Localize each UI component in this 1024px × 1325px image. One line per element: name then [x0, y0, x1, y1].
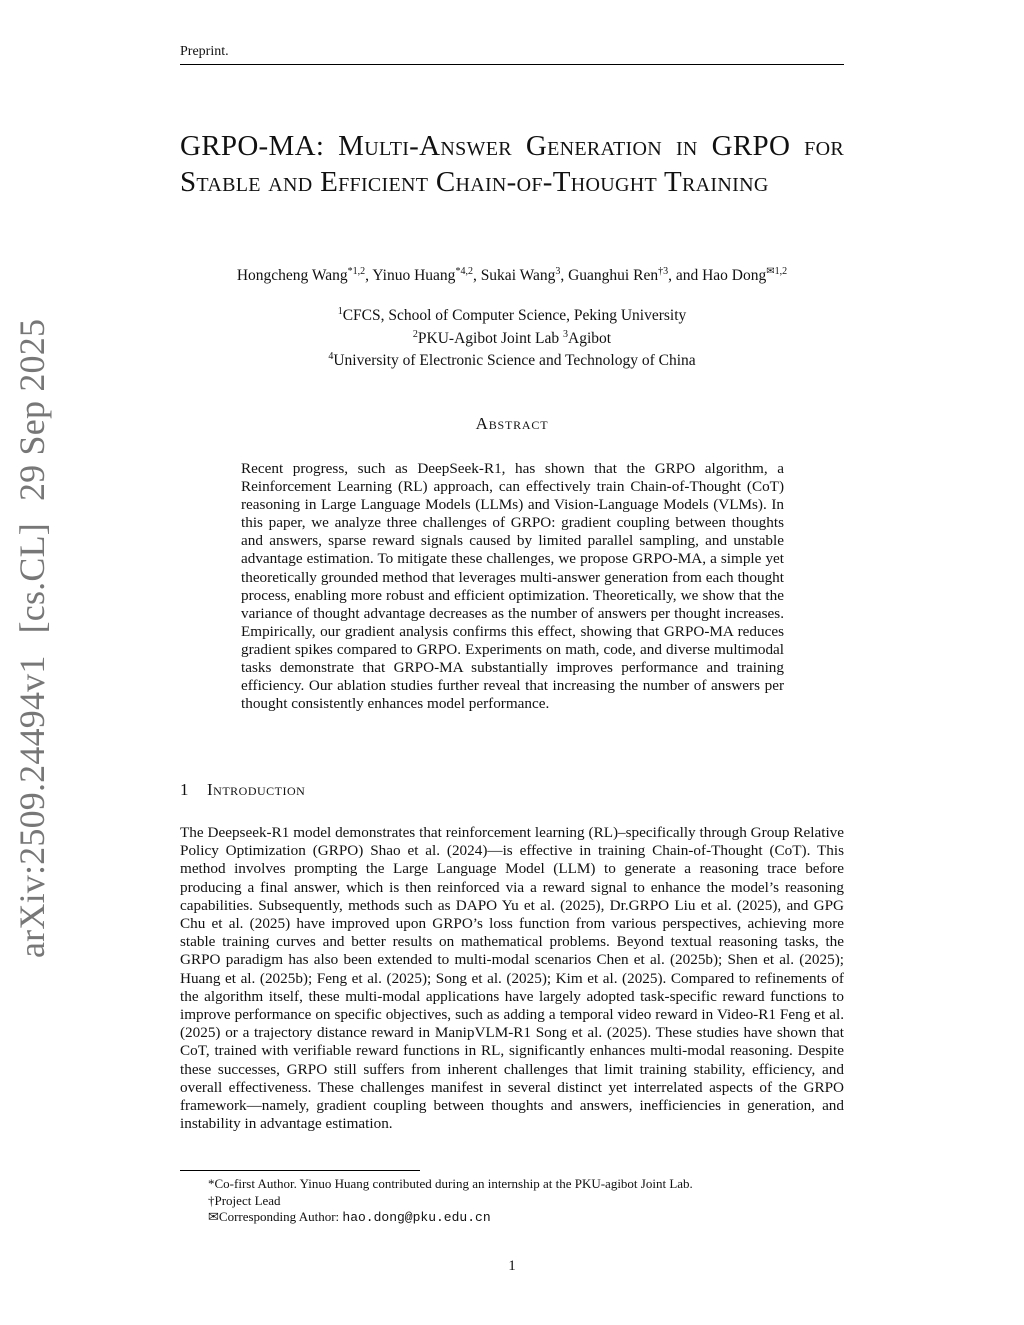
arxiv-category: [cs.CL] — [12, 523, 52, 634]
section-heading-introduction — [180, 780, 844, 800]
section-number: 1 — [180, 780, 189, 799]
paper-title: GRPO-MA: Multi-Answer Generation in GRPO for Stable and Efficient Chain-of-Thought Training — [180, 130, 844, 198]
affiliation-line: $^2$PKU-Agibot Joint Lab $^3$Agibot — [412, 328, 612, 347]
author: Hongcheng Wang$^{*1,2}$, — [236, 266, 373, 285]
affiliation-line: $^4$University of Electronic Science and Technology of China — [328, 351, 696, 370]
arxiv-id: arXiv:2509.24494v1 — [12, 655, 52, 958]
introduction-paragraph: The Deepseek-R1 model demonstrates that reinforcement learning (RL)–specifically through Group Relative Policy Optimization (GRPO) Shao et al. (2024)—is effective in training Chain-of-Thought (CoT). This method involves prompting the Large Language Model (LLM) to generate a reasoning trace before producing a final answer, which is then reinforced via a reward signal to enhance the model’s reasoning capabilities. Subsequently, methods such as DAPO Yu et al. (2025), Dr.GRPO Liu et al. (2025), and GPG Chu et al. (2025) have improved upon GRPO’s loss function from various perspectives, achieving more stable training curves and better results on mathematical problems. Beyond textual reasoning tasks, the GRPO paradigm has also been extended to multi-modal scenarios Chen et al. (2025b); Shen et al. (2025); Huang et al. (2025b); Feng et al. (2025); Song et al. (2025); Kim et al. (2025). Compared to refinements of the algorithm itself, these multi-modal applications have largely adopted task-specific reward functions to improve performance on specific objectives, such as adding a temporal video reward in Video-R1 Feng et al. (2025) or a trajectory distance reward in ManipVLM-R1 Song et al. (2025). These studies have shown that CoT, trained with verifiable reward functions in RL, significantly enhances multi-modal reasoning. Despite these successes, GRPO still suffers from inherent challenges that limit training stability, efficiency, and overall effectiveness. These challenges manifest in several distinct yet interrelated aspects of the GRPO framework—namely, gradient coupling between thoughts and answers, inefficiencies in generation, and instability in advantage estimation. — [180, 824, 844, 1133]
affiliations — [200, 303, 824, 371]
footnote-corresponding: ✉Corresponding Author: hao.dong@pku.edu.cn — [208, 1209, 491, 1225]
footnote-divider — [180, 1170, 420, 1171]
affiliation-line: $^1$CFCS, School of Computer Science, Peking University — [337, 306, 687, 325]
corresponding-email-link[interactable]: hao.dong@pku.edu.cn — [342, 1210, 491, 1225]
abstract-body: Recent progress, such as DeepSeek-R1, has shown that the GRPO algorithm, a Reinforcement Learning (RL) approach, can effectively train Chain-of-Thought (CoT) reasoning in Large Language Models (LLMs) and Vision-Language Models (VLMs). In this paper, we analyze three challenges of GRPO: gradient coupling between thoughts and answers, sparse reward signals caused by limited parallel sampling, and unstable advantage estimation. To mitigate these challenges, we propose GRPO-MA, a simple yet theoretically grounded method that leverages multi-answer generation from each thought process, enabling more robust and efficient optimization. Theoretically, we show that the variance of thought advantage decreases as the number of answers per thought increases. Empirically, our gradient analysis confirms this effect, showing that GRPO-MA reduces gradient spikes compared to GRPO. Experiments on math, code, and diverse multimodal tasks demonstrate that GRPO-MA substantially improves performance and training efficiency. Our ablation studies further reveal that increasing the number of answers per thought consistently enhances model performance. — [241, 460, 784, 713]
running-header: Preprint. — [180, 44, 844, 65]
arxiv-date: 29 Sep 2025 — [12, 318, 52, 502]
abstract-heading: Abstract — [475, 414, 549, 433]
author: Hao Dong$^{✉1,2}$ — [702, 266, 788, 285]
footnote-project-lead: †Project Lead — [208, 1192, 281, 1208]
section-title: Introduction — [207, 780, 306, 799]
author: Yinuo Huang$^{*4,2}$, — [372, 266, 481, 285]
page-number: 1 — [508, 1258, 516, 1274]
author: Guanghui Ren$^{\dagger 3}$, and — [568, 266, 703, 285]
author-list — [150, 266, 874, 285]
author: Sukai Wang$^3$, — [480, 266, 569, 285]
footnote-cofirst: *Co-first Author. Yinuo Huang contributed during an internship at the PKU-agibot Joint Lab. — [208, 1176, 693, 1191]
footnotes — [208, 1176, 828, 1227]
arxiv-identifier — [2, 318, 62, 958]
